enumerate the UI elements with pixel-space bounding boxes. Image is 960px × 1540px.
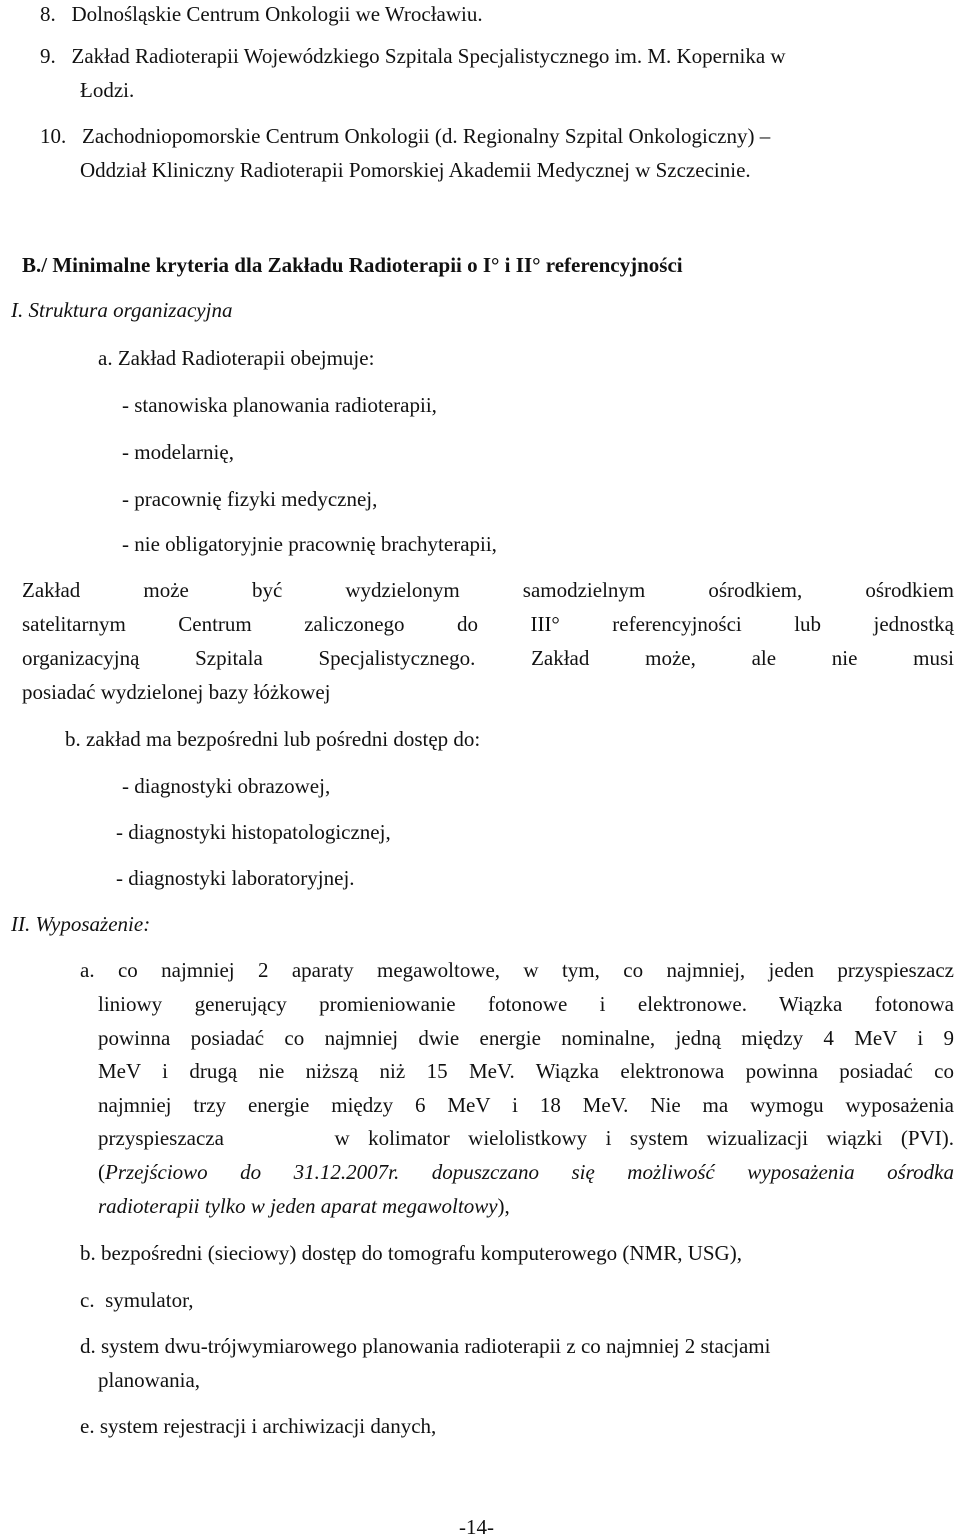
section-i-a-list-item: - nie obligatoryjnie pracownię brachyterapii, <box>122 532 497 556</box>
list-item-9-cont: Łodzi. <box>80 78 135 102</box>
section-ii-item-d: d. system dwu-trójwymiarowego planowania radioterapii z co najmniej 2 stacjami <box>80 1334 771 1358</box>
page-number: -14- <box>459 1515 494 1539</box>
section-b-heading: B./ Minimalne kryteria dla Zakładu Radioterapii o I° i II° referencyjności <box>22 253 683 277</box>
list-number: 8. <box>40 2 56 26</box>
italic-note: radioterapii tylko w jeden aparat megawoltowy <box>98 1194 498 1218</box>
section-i-a-list-item: - modelarnię, <box>122 440 234 464</box>
paren-open: ( <box>98 1160 105 1184</box>
list-number: 9. <box>40 44 56 68</box>
section-i-heading: I. Struktura organizacyjna <box>11 298 233 322</box>
italic-note: Przejściowo do 31.12.2007r. dopuszczano się możliwość wyposażenia ośrodka <box>105 1160 954 1184</box>
section-i-paragraph-line: organizacyjną Szpitala Specjalistycznego. Zakład może, ale nie musi <box>22 646 954 670</box>
section-ii-item-a-line: liniowy generujący promieniowanie fotonowe i elektronowe. Wiązka fotonowa <box>98 992 954 1016</box>
section-i-paragraph-line: satelitarnym Centrum zaliczonego do III° referencyjności lub jednostką <box>22 612 954 636</box>
section-ii-item-a-italic-line <box>98 1194 510 1219</box>
section-i-item-b: b. zakład ma bezpośredni lub pośredni dostęp do: <box>65 727 481 751</box>
section-i-paragraph-line: Zakład może być wydzielonym samodzielnym ośrodkiem, ośrodkiem <box>22 578 954 602</box>
section-ii-item-a-italic-line <box>98 1160 954 1185</box>
section-ii-item-c: c. symulator, <box>80 1288 194 1312</box>
list-text: Zakład Radioterapii Wojewódzkiego Szpitala Specjalistycznego im. M. Kopernika w <box>71 44 786 68</box>
section-ii-item-d-cont: planowania, <box>98 1368 201 1392</box>
list-text: Zachodniopomorskie Centrum Onkologii (d. Regionalny Szpital Onkologiczny) – <box>82 124 771 148</box>
line-text: przyspieszacza w kolimator wielolistkowy i system wizualizacji wiązki (PVI). <box>98 1126 954 1150</box>
section-i-b-list-item: - diagnostyki laboratoryjnej. <box>116 866 355 890</box>
paren-close: ), <box>497 1194 510 1218</box>
list-item-8 <box>40 2 483 27</box>
section-ii-item-a-line: powinna posiadać co najmniej dwie energie nominalne, jedną między 4 MeV i 9 <box>98 1026 954 1050</box>
section-i-a-list-item: - pracownię fizyki medycznej, <box>122 487 378 511</box>
section-ii-item-a-line <box>98 1126 954 1151</box>
list-item-9 <box>40 44 786 69</box>
section-ii-item-a-line: MeV i drugą nie niższą niż 15 MeV. Wiązka elektronowa powinna posiadać co <box>98 1059 954 1083</box>
section-i-item-a: a. Zakład Radioterapii obejmuje: <box>98 346 375 370</box>
section-i-b-list-item: - diagnostyki obrazowej, <box>122 774 331 798</box>
section-ii-item-e: e. system rejestracji i archiwizacji danych, <box>80 1414 437 1438</box>
section-ii-item-a-line: najmniej trzy energie między 6 MeV i 18 MeV. Nie ma wymogu wyposażenia <box>98 1093 954 1117</box>
section-i-b-list-item: - diagnostyki histopatologicznej, <box>116 820 391 844</box>
section-ii-heading: II. Wyposażenie: <box>11 912 151 936</box>
list-text: Dolnośląskie Centrum Onkologii we Wrocławiu. <box>71 2 483 26</box>
list-item-10-cont: Oddział Kliniczny Radioterapii Pomorskiej Akademii Medycznej w Szczecinie. <box>80 158 751 182</box>
section-ii-item-b: b. bezpośredni (sieciowy) dostęp do tomografu komputerowego (NMR, USG), <box>80 1241 742 1265</box>
section-i-a-list-item: - stanowiska planowania radioterapii, <box>122 393 437 417</box>
list-number: 10. <box>40 124 67 148</box>
section-i-paragraph-line: posiadać wydzielonej bazy łóżkowej <box>22 680 331 704</box>
section-ii-item-a-line: a. co najmniej 2 aparaty megawoltowe, w tym, co najmniej, jeden przyspieszacz <box>80 958 954 982</box>
list-item-10 <box>40 124 770 149</box>
